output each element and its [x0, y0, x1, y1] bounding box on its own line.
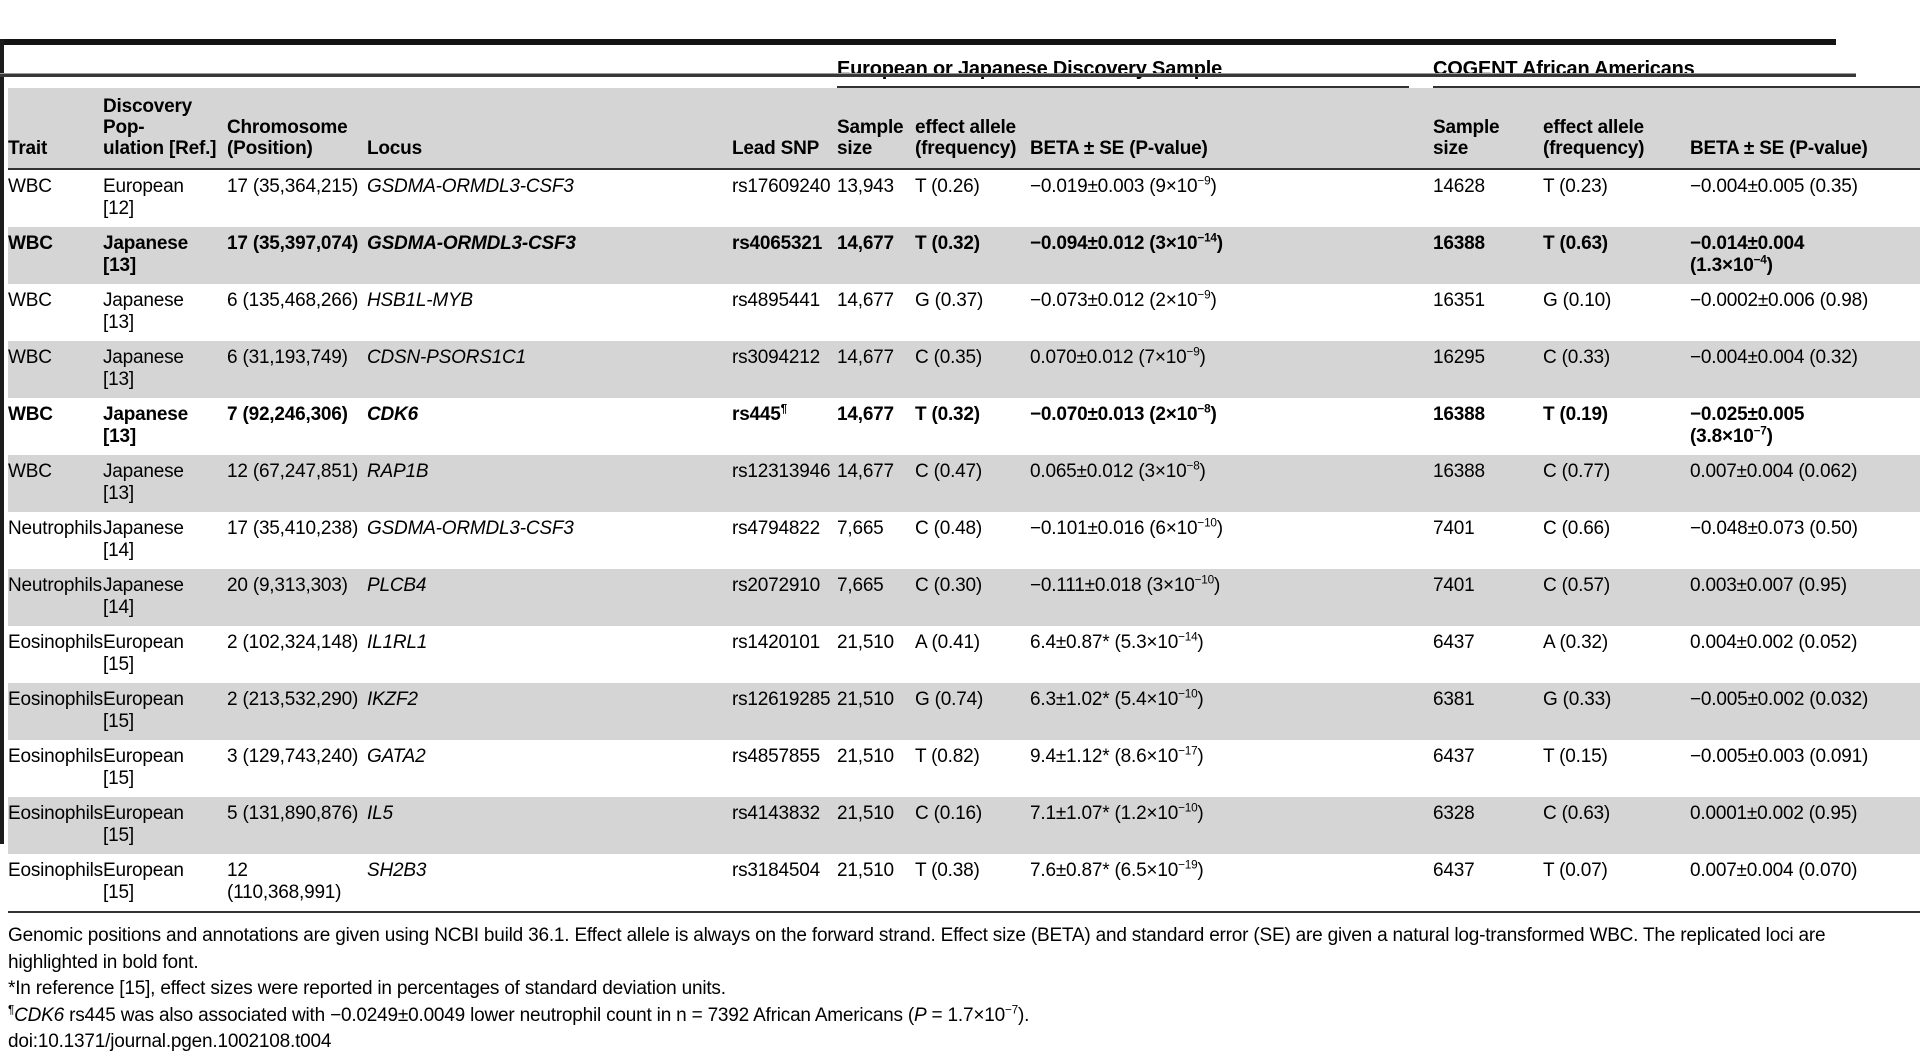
table-cell: 7 (92,246,306) [227, 404, 348, 425]
table-cell: −0.101±0.016 $(6\times 10^{-10})$ [1030, 516, 1223, 539]
table-cell: European [15] [103, 689, 184, 732]
table-cell: 16388 [1433, 233, 1485, 254]
table-cell: 0.004±0.002 (0.052) [1690, 632, 1858, 653]
table-cell: 6437 [1433, 746, 1475, 767]
table-page [0, 39, 1920, 1052]
table-cell: −0.094±0.012 $(3\times 10^{-14})$ [1030, 231, 1223, 254]
table-cell: −0.005±0.002 (0.032) [1690, 689, 1869, 710]
table-cell: 0.003±0.007 (0.95) [1690, 575, 1847, 596]
table-row [8, 569, 1920, 626]
table-cell: G (0.37) [915, 290, 984, 311]
table-cell: 6.4±0.87* $(5.3\times 10^{-14})$ [1030, 630, 1204, 653]
table-cell: GSDMA-ORMDL3-CSF3 [367, 518, 574, 539]
table-cell: CDSN-PSORS1C1 [367, 347, 526, 368]
table-cell: A (0.32) [1543, 632, 1608, 653]
table-cell: GATA2 [367, 746, 426, 767]
table-cell: Japanese [13] [103, 290, 184, 333]
table-cell: 6 (135,468,266) [227, 290, 359, 311]
top-border-bar [0, 39, 1836, 45]
table-cell: Japanese [14] [103, 575, 184, 618]
table-cell: T (0.63) [1543, 233, 1608, 254]
table-cell: rs4065321 [732, 233, 823, 254]
table-cell: CDK6 [367, 404, 418, 425]
table-cell: T (0.15) [1543, 746, 1608, 767]
table-row [8, 227, 1920, 284]
group-header-cogent [1433, 39, 1920, 88]
column-header-sample-size-cogent: Sample size [1433, 88, 1543, 169]
table-cell: T (0.32) [915, 404, 980, 425]
doi-line: doi:10.1371/journal.pgen.1002108.t004 [8, 1031, 332, 1052]
table-cell: C (0.30) [915, 575, 983, 596]
column-header-lead-snp: Lead SNP [732, 88, 837, 169]
table-cell: C (0.47) [915, 461, 983, 482]
table-cell: C (0.66) [1543, 518, 1611, 539]
table-cell: rs17609240 [732, 176, 831, 197]
table-cell: Eosinophils [8, 854, 103, 912]
table-cell: −0.004±0.005 (0.35) [1690, 176, 1858, 197]
table-cell: 16388 [1433, 461, 1485, 482]
table-cell: 12 (110,368,991) [227, 854, 367, 912]
table-cell: 21,510 [837, 746, 894, 767]
table-cell: SH2B3 [367, 854, 732, 912]
table-cell: 14,677 [837, 404, 894, 425]
table-cell: C (0.77) [1543, 461, 1611, 482]
table-row [8, 341, 1920, 398]
column-header-beta-se-cogent: BETA ± SE (P-value) [1690, 88, 1920, 169]
table-cell: −0.019±0.003 $(9\times 10^{-9})$ [1030, 174, 1217, 197]
footnote-pilcrow: ¶CDK6 rs445 was also associated with −0.0249±0.0049 lower neutrophil count in n = 7392 African Americans $(P = 1.7\times 10^{-7})$. [8, 1003, 1030, 1026]
table-cell: European [12] [103, 176, 184, 219]
table-cell: 2 (102,324,148) [227, 632, 359, 653]
table-cell: 7,665 [837, 575, 884, 596]
footnotes [8, 923, 1888, 1056]
table-cell: Neutrophils [8, 518, 102, 539]
table-cell: HSB1L-MYB [367, 290, 473, 311]
table-cell: 12 (67,247,851) [227, 461, 359, 482]
group-header-discovery [837, 39, 1433, 88]
table-cell: C (0.48) [915, 518, 983, 539]
table-cell: Eosinophils [8, 632, 103, 653]
table-cell: 7401 [1433, 518, 1475, 539]
table-cell: rs4794822 [732, 518, 820, 539]
table-cell: 0.065±0.012 $(3\times 10^{-8})$ [1030, 459, 1206, 482]
table-cell: T (0.19) [1543, 404, 1608, 425]
table-cell: C (0.16) [915, 803, 983, 824]
table-cell: −0.005±0.003 (0.091) [1690, 746, 1869, 767]
table-cell: 7,665 [837, 518, 884, 539]
table-cell: C (0.35) [915, 347, 983, 368]
group-header-discovery-label: European or Japanese Discovery Sample [837, 58, 1409, 88]
table-cell: 17 (35,397,074) [227, 233, 359, 254]
table-row [8, 626, 1920, 683]
footnote-general: Genomic positions and annotations are given using NCBI build 36.1. Effect allele is always on the forward strand. Effect size (BETA) and standard error (SE) are given a natural log-transformed WBC. The replicated loci are highlighted in bold font. [8, 925, 1826, 973]
table-cell: G (0.33) [1543, 689, 1612, 710]
table-cell: 7401 [1433, 575, 1475, 596]
table-cell: −0.070±0.013 $(2\times 10^{-8})$ [1030, 402, 1217, 425]
table-cell: −0.0002±0.006 (0.98) [1690, 290, 1869, 311]
group-header-cogent-label: COGENT African Americans [1433, 58, 1920, 88]
column-header-chromosome-position: Chromosome (Position) [227, 88, 367, 169]
table-cell: 6.3±1.02* $(5.4\times 10^{-10})$ [1030, 687, 1204, 710]
table-cell: rs4857855 [732, 746, 820, 767]
table-row [8, 740, 1920, 797]
table-cell: GSDMA-ORMDL3-CSF3 [367, 233, 576, 254]
table-cell: 21,510 [837, 632, 894, 653]
table-cell: European [15] [103, 632, 184, 675]
table-cell: 17 (35,364,215) [227, 176, 359, 197]
group-header-spacer [8, 39, 837, 88]
table-cell: Eosinophils [8, 746, 103, 767]
table-body [8, 169, 1920, 912]
table-cell: 6437 [1433, 854, 1543, 912]
table-cell: 14,677 [837, 233, 894, 254]
table-cell: −0.014±0.004 $(1.3\times 10^{-4})$ [1690, 233, 1805, 276]
table-cell: T (0.07) [1543, 854, 1690, 912]
table-cell: −0.025±0.005 $(3.8\times 10^{-7})$ [1690, 404, 1805, 447]
table-row [8, 854, 1920, 912]
column-header-sample-size-discovery: Sample size [837, 88, 915, 169]
table-cell: 16388 [1433, 404, 1485, 425]
table-cell: 6 (31,193,749) [227, 347, 348, 368]
table-cell: rs2072910 [732, 575, 820, 596]
table-cell: −0.111±0.018 $(3\times 10^{-10})$ [1030, 573, 1221, 596]
table-cell: 0.070±0.012 $(7\times 10^{-9})$ [1030, 345, 1206, 368]
table-cell: Japanese [13] [103, 404, 189, 447]
table-cell: 0.0001±0.002 (0.95) [1690, 803, 1858, 824]
table-cell: IKZF2 [367, 689, 418, 710]
table-cell: 7.6±0.87* $(6.5\times 10^{-19})$ [1030, 854, 1433, 912]
table-row [8, 683, 1920, 740]
table-cell: 14,677 [837, 347, 894, 368]
table-cell: 5 (131,890,876) [227, 803, 359, 824]
table-cell: 6437 [1433, 632, 1475, 653]
table-cell: 6328 [1433, 803, 1475, 824]
table-cell: rs4143832 [732, 803, 820, 824]
table-cell: C (0.57) [1543, 575, 1611, 596]
table-cell: 21,510 [837, 689, 894, 710]
table-cell: 13,943 [837, 176, 894, 197]
table-cell: G (0.10) [1543, 290, 1612, 311]
table-cell: IL1RL1 [367, 632, 428, 653]
table-cell: T (0.82) [915, 746, 980, 767]
table-cell: rs12619285 [732, 689, 831, 710]
table-row [8, 169, 1920, 227]
table-cell: European [15] [103, 803, 184, 846]
table-cell: 0.007±0.004 (0.062) [1690, 461, 1858, 482]
table-cell: 9.4±1.12* $(8.6\times 10^{-17})$ [1030, 744, 1204, 767]
column-header-discovery-population: Discovery Pop- ulation [Ref.] [103, 88, 227, 169]
table-cell: −0.004±0.004 (0.32) [1690, 347, 1858, 368]
table-cell: Japanese [14] [103, 518, 184, 561]
table-cell: −0.073±0.012 $(2\times 10^{-9})$ [1030, 288, 1217, 311]
table-cell: 2 (213,532,290) [227, 689, 359, 710]
upper-rule [0, 73, 1856, 77]
table-cell: 14628 [1433, 176, 1485, 197]
table-cell: rs4895441 [732, 290, 820, 311]
table-cell: 0.007±0.004 (0.070) [1690, 854, 1920, 912]
table-cell: 14,677 [837, 290, 894, 311]
table-cell: IL5 [367, 803, 393, 824]
table-cell: Neutrophils [8, 575, 102, 596]
table-row [8, 398, 1920, 455]
table-cell: G (0.74) [915, 689, 984, 710]
table-cell: rs1420101 [732, 632, 820, 653]
table-cell: −0.048±0.073 (0.50) [1690, 518, 1858, 539]
table-cell: Japanese [13] [103, 347, 184, 390]
table-cell: T (0.32) [915, 233, 980, 254]
table-cell: Eosinophils [8, 803, 103, 824]
table-cell: rs3094212 [732, 347, 820, 368]
table-cell: 14,677 [837, 461, 894, 482]
table-cell: rs445¶ [732, 402, 788, 425]
footnote-asterisk: *In reference [15], effect sizes were reported in percentages of standard deviation units. [8, 978, 726, 999]
table-row [8, 512, 1920, 569]
table-cell: 21,510 [837, 854, 915, 912]
table-cell: WBC [8, 290, 52, 311]
table-cell: European [15] [103, 746, 184, 789]
table-cell: 16295 [1433, 347, 1485, 368]
table-cell: A (0.41) [915, 632, 980, 653]
column-header-row [8, 88, 1920, 169]
table-cell: rs3184504 [732, 854, 837, 912]
group-header-row [8, 39, 1920, 88]
table-cell: T (0.26) [915, 176, 980, 197]
table-cell: 3 (129,743,240) [227, 746, 359, 767]
table-cell: European [15] [103, 854, 227, 912]
table-cell: 21,510 [837, 803, 894, 824]
results-table [8, 39, 1920, 913]
table-cell: 7.1±1.07* $(1.2\times 10^{-10})$ [1030, 801, 1204, 824]
table-cell: T (0.38) [915, 854, 1030, 912]
table-cell: Eosinophils [8, 689, 103, 710]
table-cell: PLCB4 [367, 575, 427, 596]
table-cell: RAP1B [367, 461, 429, 482]
table-row [8, 284, 1920, 341]
table-cell: 17 (35,410,238) [227, 518, 359, 539]
table-cell: WBC [8, 233, 53, 254]
left-edge-line [0, 39, 4, 844]
table-cell: C (0.33) [1543, 347, 1611, 368]
table-cell: WBC [8, 404, 53, 425]
column-header-locus: Locus [367, 88, 732, 169]
table-row [8, 797, 1920, 854]
table-cell: 16351 [1433, 290, 1485, 311]
table-cell: C (0.63) [1543, 803, 1611, 824]
table-cell: 6381 [1433, 689, 1475, 710]
table-row [8, 455, 1920, 512]
column-header-beta-se-discovery: BETA ± SE (P-value) [1030, 88, 1433, 169]
table-cell: Japanese [13] [103, 461, 184, 504]
column-header-effect-allele-discovery: effect allele (frequency) [915, 88, 1030, 169]
table-cell: WBC [8, 347, 52, 368]
table-cell: T (0.23) [1543, 176, 1608, 197]
table-cell: WBC [8, 461, 52, 482]
table-cell: GSDMA-ORMDL3-CSF3 [367, 176, 574, 197]
column-header-effect-allele-cogent: effect allele (frequency) [1543, 88, 1690, 169]
column-header-trait: Trait [8, 88, 103, 169]
table-cell: 20 (9,313,303) [227, 575, 348, 596]
table-cell: rs12313946 [732, 461, 831, 482]
table-cell: WBC [8, 176, 52, 197]
table-cell: Japanese [13] [103, 233, 189, 276]
